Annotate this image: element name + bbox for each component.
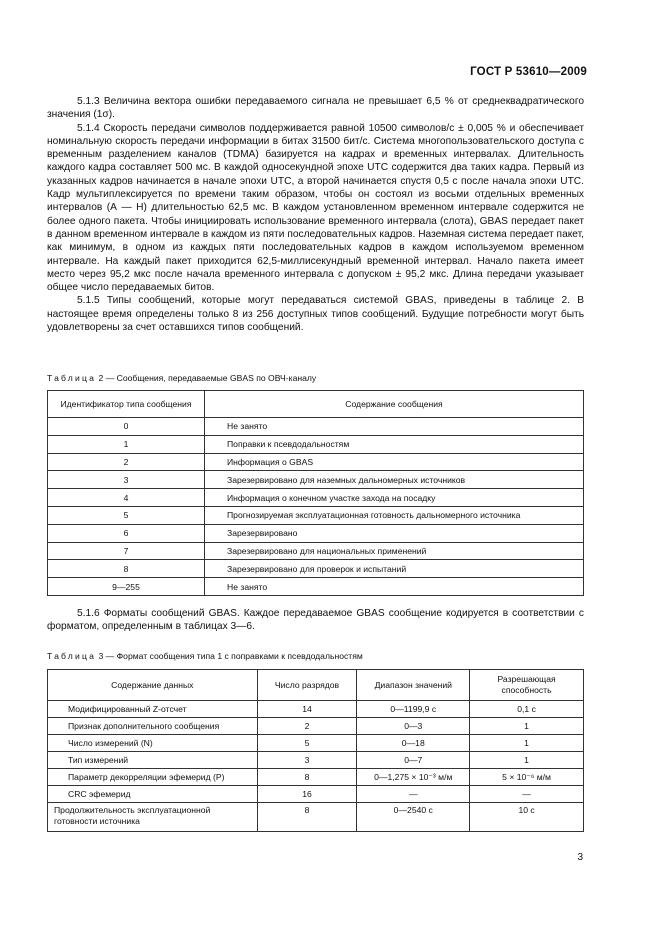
table3-cell-resolution: 1 [470,735,584,752]
table3-cell-content: CRC эфемерид [48,786,258,803]
table3-header-row [48,670,584,701]
table3-cell-resolution: 0,1 с [470,701,584,718]
table-3 [47,669,584,832]
paragraph-5-1-3: 5.1.3 Величина вектора ошибки передаваемого сигнала не превышает 6,5 % от среднеквадратического значения (1σ). [47,96,584,121]
table3-header-content: Содержание данных [48,670,258,701]
table3-cell-bits: 14 [257,701,357,718]
table3-cell-bits: 2 [257,718,357,735]
table2-header-row [48,391,584,418]
table3-row [48,786,584,803]
table2-cell-content: Зарезервировано [205,524,584,542]
table2-cell-id: 6 [48,524,205,542]
table3-cell-range: — [357,786,470,803]
table2-cell-id: 3 [48,471,205,489]
table3-row [48,735,584,752]
body-text-2 [47,607,584,634]
table3-cell-bits: 3 [257,752,357,769]
table3-row [48,769,584,786]
table2-cell-content: Информация о GBAS [205,453,584,471]
table3-cell-bits: 8 [257,803,357,832]
table2-row [48,578,584,596]
table2-cell-id: 4 [48,489,205,507]
table2-caption-text: 2 — Сообщения, передаваемые GBAS по ОВЧ-каналу [98,373,317,383]
table3-header-bits: Число разрядов [257,670,357,701]
table3-caption-word: Таблица [47,651,97,661]
table3-row [48,701,584,718]
table3-row [48,718,584,735]
table3-cell-resolution: 1 [470,718,584,735]
table2-cell-id: 9—255 [48,578,205,596]
table3-cell-resolution: 1 [470,752,584,769]
table3-cell-range: 0—1199,9 с [357,701,470,718]
table2-row [48,542,584,560]
table3-cell-content: Признак дополнительного сообщения [48,718,258,735]
table3-cell-bits: 5 [257,735,357,752]
paragraph-5-1-5: 5.1.5 Типы сообщений, которые могут передаваться системой GBAS, приведены в таблице 2. В настоящее время определены только 8 из 256 доступных типов сообщений. Будущие потребности могут быть удовлетворены за счет оставшихся типов сообщений. [47,295,584,334]
table3-cell-resolution: 10 с [470,803,584,832]
table3-cell-bits: 8 [257,769,357,786]
table2-caption [47,373,316,383]
table2-row [48,506,584,524]
table2-caption-word: Таблица [47,373,97,383]
table3-cell-content: Продолжительность эксплуатационной готовности источника [48,803,258,832]
table3-caption-text: 3 — Формат сообщения типа 1 с поправками к псевдодальностям [98,651,363,661]
table3-cell-bits: 16 [257,786,357,803]
table2-cell-id: 2 [48,453,205,471]
table2-row [48,489,584,507]
table2-cell-content: Зарезервировано для наземных дальномерных источников [205,471,584,489]
table3-header-range: Диапазон значений [357,670,470,701]
table2-row [48,560,584,578]
table3-cell-range: 0—1,275 × 10⁻³ м/м [357,769,470,786]
table3-cell-resolution: 5 × 10⁻⁶ м/м [470,769,584,786]
table3-cell-resolution: — [470,786,584,803]
table2-body [48,418,584,596]
table3-cell-content: Тип измерений [48,752,258,769]
table2-row [48,418,584,436]
body-text [47,95,584,334]
table2-row [48,524,584,542]
table2-row [48,435,584,453]
table2-header-id: Идентификатор типа сообщения [48,391,205,418]
table2-cell-id: 5 [48,506,205,524]
table3-header-resolution: Разрешающая способность [470,670,584,701]
table3-cell-range: 0—18 [357,735,470,752]
table2-cell-content: Зарезервировано для проверок и испытаний [205,560,584,578]
table2-cell-id: 8 [48,560,205,578]
table-2 [47,390,584,596]
document-number: ГОСТ Р 53610—2009 [470,66,587,78]
table3-cell-range: 0—2540 с [357,803,470,832]
table3-row [48,803,584,832]
table3-cell-content: Модифицированный Z-отсчет [48,701,258,718]
table2-cell-content: Прогнозируемая эксплуатационная готовность дальномерного источника [205,506,584,524]
page-number: 3 [577,852,583,863]
table3-body [48,701,584,832]
table3-cell-content: Параметр декорреляции эфемерид (Р) [48,769,258,786]
table3-cell-range: 0—7 [357,752,470,769]
table2-cell-id: 0 [48,418,205,436]
paragraph-5-1-4: 5.1.4 Скорость передачи символов поддерживается равной 10500 символов/с ± 0,005 % и обеспечивает номинальную скорость передачи информации в битах 31500 бит/с. Система многопользовательского доступа с временным разделением каналов (TDMA) базируется на кадрах и временных интервалах. Длительность каждого кадра составляет 500 мс. В каждой односекундной эпохе UTC содержится два таких кадра. Первый из указанных кадров начинается в начале эпохи UTC, а второй начинается спустя 0,5 с после начала эпохи UTC. Кадр мультиплексируется по времени таким образом, чтобы он состоял из восьми отдельных временных интервалов (А — Н) длительностью 62,5 мс. В каждом установленном временном интервале содержится не более одного пакета. Чтобы инициировать использование временного интервала (слота), GBAS передает пакет в данном временном интервале в каждом из пяти последовательных кадров. Наземная система передает пакет, как минимум, в одном из каждых пяти последовательных кадров в каждом используемом временном интервале. На каждый пакет приходится 62,5-миллисекундный временной интервал. Начало пакета имеет место через 95,2 мкс после начала временного интервала с допуском ± 95,2 мкс. Длина передачи указывает общее число передаваемых битов. [47,122,584,294]
table2-cell-content: Не занято [205,418,584,436]
table3-row [48,752,584,769]
table3-caption [47,651,363,661]
paragraph-5-1-6: 5.1.6 Форматы сообщений GBAS. Каждое передаваемое GBAS сообщение кодируется в соответствии с форматом, определенным в таблицах 3—6. [47,608,584,633]
table2-cell-content: Поправки к псевдодальностям [205,435,584,453]
table2-row [48,453,584,471]
table2-cell-id: 7 [48,542,205,560]
table3-cell-content: Число измерений (N) [48,735,258,752]
table2-cell-content: Информация о конечном участке захода на посадку [205,489,584,507]
table3-cell-range: 0—3 [357,718,470,735]
table2-cell-content: Зарезервировано для национальных применений [205,542,584,560]
table2-header-content: Содержание сообщения [205,391,584,418]
table2-cell-id: 1 [48,435,205,453]
table2-row [48,471,584,489]
table2-cell-content: Не занято [205,578,584,596]
